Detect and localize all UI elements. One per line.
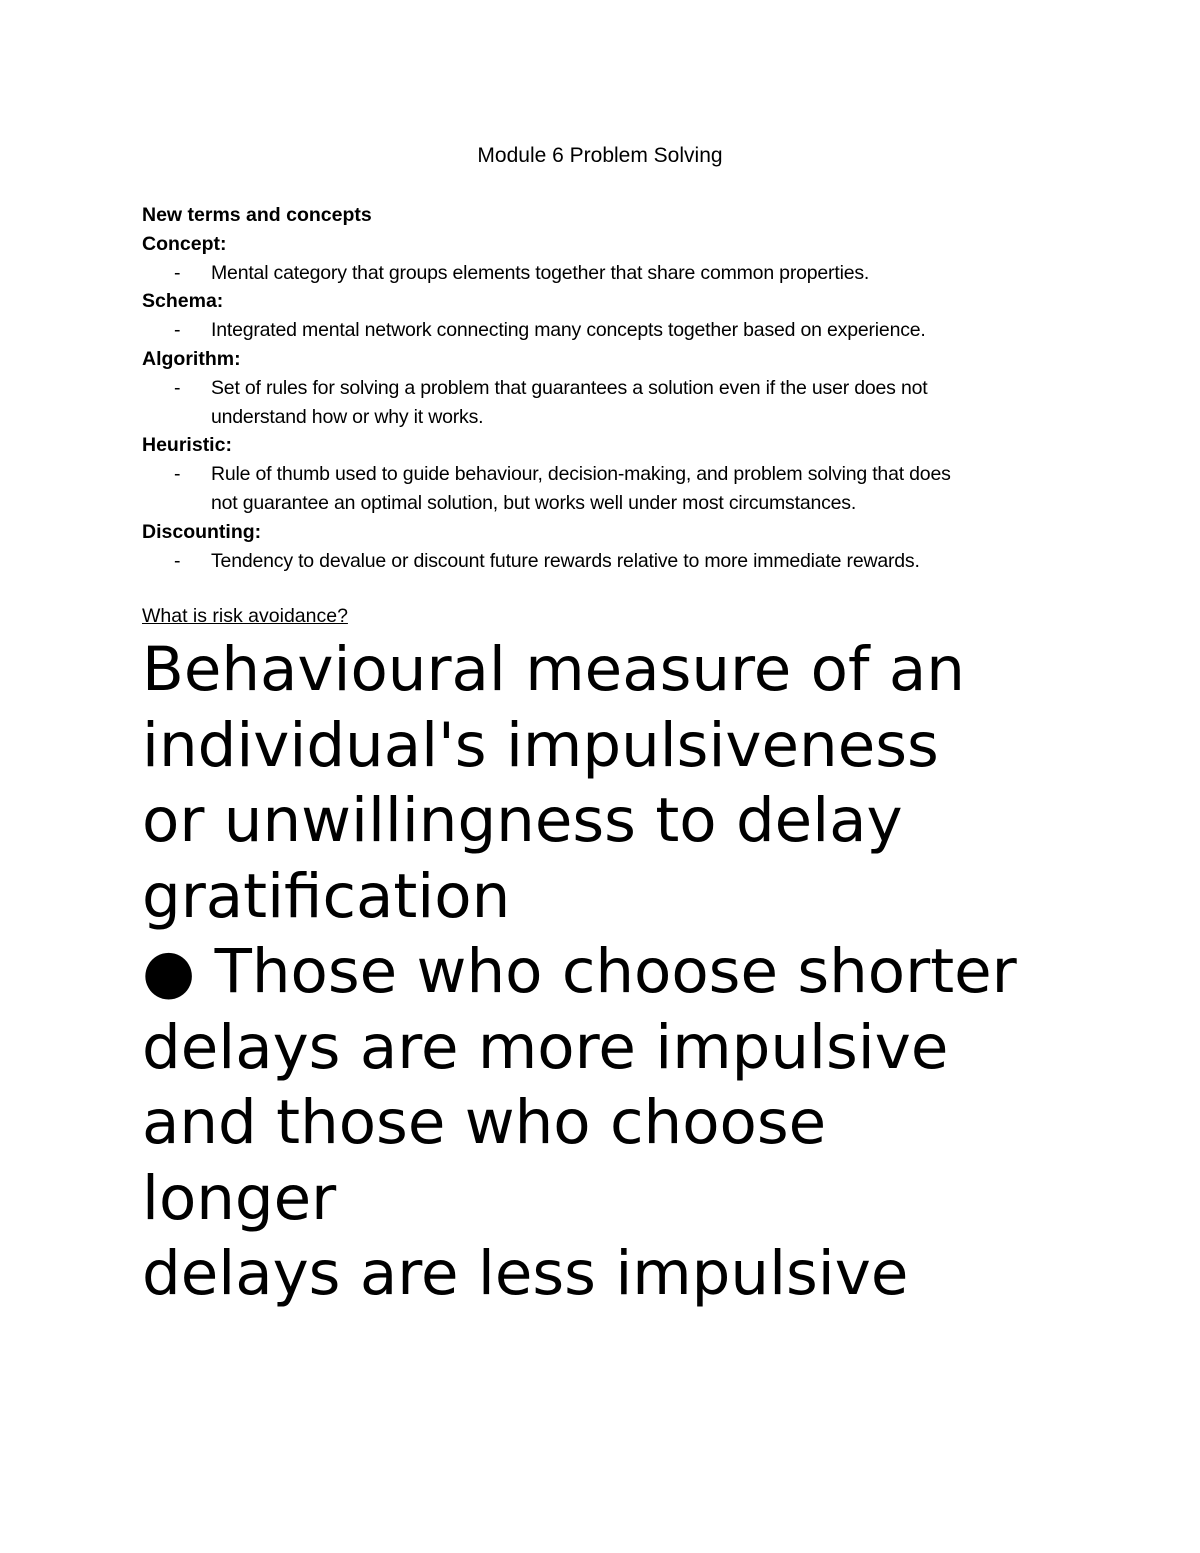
term-discounting — [142, 518, 1082, 576]
answer-line: ● Those who choose shorter — [142, 936, 1017, 1007]
term-algorithm — [142, 345, 1082, 431]
dash-bullet: - — [174, 549, 181, 572]
term-definition — [142, 547, 1082, 576]
dash-bullet: - — [174, 376, 181, 399]
definition-line: Integrated mental network connecting many concepts together based on experience. — [211, 319, 926, 342]
term-name: Schema: — [142, 290, 224, 313]
term-heuristic — [142, 431, 1082, 517]
term-schema — [142, 287, 1082, 345]
term-name: Heuristic: — [142, 434, 232, 457]
dash-bullet: - — [174, 319, 181, 342]
definition-line: Rule of thumb used to guide behaviour, decision-making, and problem solving that does — [211, 463, 951, 486]
question-heading: What is risk avoidance? — [142, 605, 348, 627]
section-heading: New terms and concepts — [142, 204, 372, 226]
definition-line: understand how or why it works. — [211, 405, 484, 428]
term-definition — [142, 460, 1082, 518]
dash-bullet: - — [174, 463, 181, 486]
term-concept — [142, 230, 1082, 288]
answer-line: delays are less impulsive — [142, 1238, 909, 1309]
answer-line: delays are more impulsive — [142, 1011, 949, 1083]
definition-line: Set of rules for solving a problem that guarantees a solution even if the user does not — [211, 376, 928, 399]
term-name: Concept: — [142, 232, 227, 255]
terms-section — [142, 201, 1082, 575]
answer-line: and those who choose — [142, 1087, 827, 1158]
answer-line: Behavioural measure of an — [142, 634, 965, 705]
term-definition — [142, 316, 1082, 345]
dash-bullet: - — [174, 261, 181, 284]
term-name: Algorithm: — [142, 347, 241, 370]
term-name: Discounting: — [142, 520, 262, 543]
answer-line: or unwillingness to delay — [142, 785, 903, 856]
term-definition — [142, 374, 1082, 432]
answer-line: individual's impulsiveness — [142, 709, 939, 781]
document-title: Module 6 Problem Solving — [477, 144, 723, 167]
definition-line: Mental category that groups elements together that share common properties. — [211, 261, 870, 284]
definition-line: not guarantee an optimal solution, but works well under most circumstances. — [211, 491, 857, 514]
term-definition — [142, 259, 1082, 288]
answer-line: longer — [142, 1162, 337, 1234]
definition-line: Tendency to devalue or discount future rewards relative to more immediate rewards. — [211, 549, 920, 572]
answer-line: gratification — [142, 860, 511, 932]
answer-text — [142, 632, 1182, 1312]
